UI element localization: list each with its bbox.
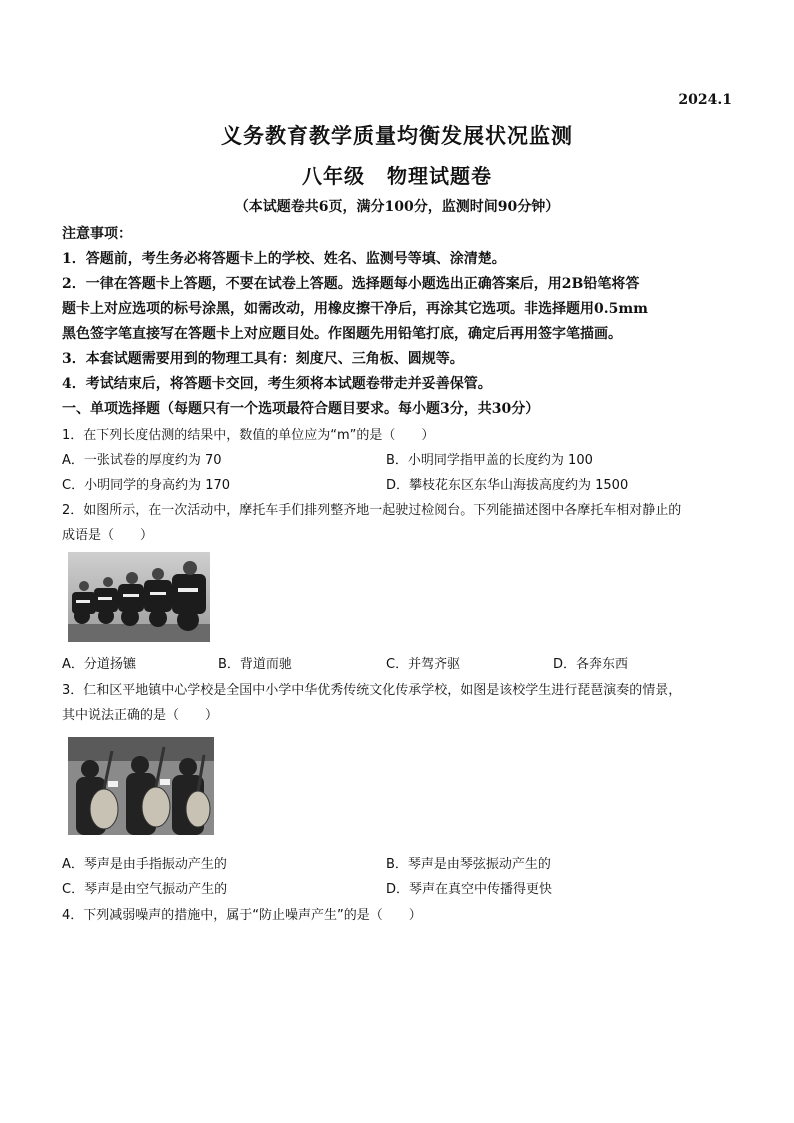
option-b: B．小明同学指甲盖的长度约为 100: [386, 453, 593, 468]
motorcycle-parade-illustration: [68, 552, 210, 642]
notes-heading: 注意事项：: [62, 226, 132, 242]
exam-subtitle: [0, 160, 794, 189]
pipa-performance-illustration: [68, 737, 214, 835]
exam-date: 2024.1: [678, 92, 732, 108]
section-heading: 一、单项选择题（每题只有一个选项最符合题目要求。每小题3分，共30分）: [62, 401, 540, 417]
note-line: 3．本套试题需要用到的物理工具有：刻度尺、三角板、圆规等。: [62, 351, 464, 367]
exam-title: 义务教育教学质量均衡发展状况监测: [221, 123, 573, 148]
grade-label: 八年级: [302, 164, 365, 188]
exam-info: （本试题卷共6页，满分100分，监测时间90分钟）: [234, 199, 560, 215]
note-line: 黑色签字笔直接写在答题卡上对应题目处。作图题先用铅笔打底，确定后再用签字笔描画。: [62, 326, 622, 342]
subject-label: 物理试题卷: [387, 164, 492, 188]
option-b: B．背道而驰: [218, 657, 292, 672]
note-line: 题卡上对应选项的标号涂黑，如需改动，用橡皮擦干净后，再涂其它选项。非选择题用0.5mm: [62, 301, 648, 317]
option-a: A．分道扬镳: [62, 657, 136, 672]
option-c: C．小明同学的身高约为 170: [62, 478, 231, 493]
question-stem-continued: 成语是（ ）: [62, 528, 154, 543]
question-stem: 4．下列减弱噪声的措施中，属于“防止噪声产生”的是（ ）: [62, 908, 422, 923]
note-line: 2．一律在答题卡上答题，不要在试卷上答题。选择题每小题选出正确答案后，用2B铅笔将答: [62, 276, 640, 292]
note-line: 4．考试结束后，将答题卡交回，考生须将本试题卷带走并妥善保管。: [62, 376, 492, 392]
option-b: B．琴声是由琴弦振动产生的: [386, 857, 551, 872]
option-c: C．并驾齐驱: [386, 657, 461, 672]
question-stem: 1．在下列长度估测的结果中，数值的单位应为“m”的是（ ）: [62, 428, 435, 443]
option-a: A．一张试卷的厚度约为 70: [62, 453, 222, 468]
question-stem: 2．如图所示，在一次活动中，摩托车手们排列整齐地一起驶过检阅台。下列能描述图中各摩托车相对静止的: [62, 503, 682, 518]
motorcycle-parade-photo: [68, 552, 210, 642]
pipa-performance-photo: [68, 737, 214, 835]
option-c: C．琴声是由空气振动产生的: [62, 882, 228, 897]
option-d: D．攀枝花东区东华山海拔高度约为 1500: [386, 478, 629, 493]
option-a: A．琴声是由手指振动产生的: [62, 857, 227, 872]
option-d: D．各奔东西: [553, 657, 629, 672]
question-stem-continued: 其中说法正确的是（ ）: [62, 708, 219, 723]
question-stem: 3．仁和区平地镇中心学校是全国中小学中华优秀传统文化传承学校，如图是该校学生进行琵琶演奏的情景，: [62, 683, 682, 698]
note-line: 1．答题前，考生务必将答题卡上的学校、姓名、监测号等填、涂清楚。: [62, 251, 506, 267]
option-d: D．琴声在真空中传播得更快: [386, 882, 553, 897]
